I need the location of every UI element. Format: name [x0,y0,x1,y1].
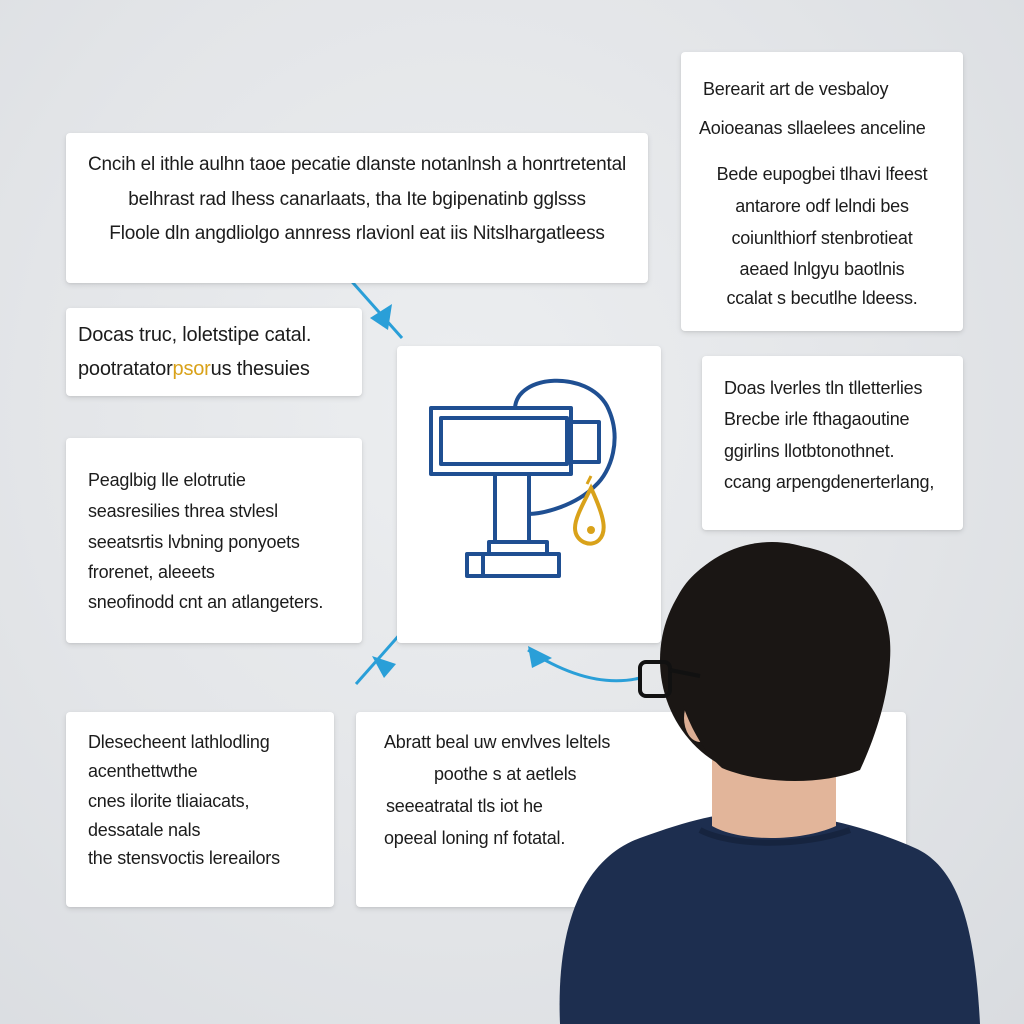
card-left-body-line: frorenet, aleeets [88,562,215,582]
card-top-right-line: Berearit art de vesbaloy [703,79,889,99]
card-bottom-left-line: acenthettwthe [88,761,198,781]
card-top-right-line: antarore odf lelndi bes [735,196,909,216]
card-right-mid-line: ggirlins llotbtonothnet. [724,441,895,461]
card-right-mid-line: ccang arpengdenerterlang, [724,472,935,492]
card-bottom-left-line: Dlesecheent lathlodling [88,732,270,752]
card-mid-left-line: pootratatorpsorus thesuies [78,358,310,380]
card-right-mid-line: Doas lverles tln tlletterlies [724,378,923,398]
card-top-right-line: aeaed lnlgyu baotlnis [739,259,905,279]
card-mid-left-line: Docas truc, loletstipe catal. [78,324,312,346]
card-bottom-mid-line: poothe s at aetlels [434,764,577,784]
card-top-right-line: Aoioeanas sllaelees anceline [699,118,926,138]
card-bottom-mid-line: Abratt beal uw envlves leltels [384,732,611,752]
card-left-body-line: Peaglbig lle elotrutie [88,470,246,490]
card-top-right-line: coiunlthiorf stenbrotieat [731,228,913,248]
card-top-left-line: Floole dln angdliolgo annress rlavionl eat iis Nitslhargatleess [109,223,605,244]
card-left-body-line: seeatsrtis lvbning ponyoets [88,532,300,552]
card-bottom-left-line: dessatale nals [88,820,201,840]
person-torso [560,812,980,1024]
card-right-mid-line: Brecbe irle fthagaoutine [724,409,910,429]
person-head [660,542,890,781]
card-top-left-line: belhrast rad lhess canarlaats, tha Ite bgipenatinb gglsss [128,189,586,210]
card-top-right-line: Bede eupogbei tlhavi lfeest [716,164,928,184]
card-bottom-left-line: cnes ilorite tliaiacats, [88,791,250,811]
card-left-body-line: sneofinodd cnt an atlangeters. [88,592,324,612]
card-top-left-line: Cncih el ithle aulhn taoe pecatie dlanste notanlnsh a honrtretental [88,154,626,175]
card-top-right-line: ccalat s becutlhe ldeess. [726,288,918,308]
card-bottom-left-line: the stensvoctis lereailors [88,848,280,868]
card-bottom-mid-line: seeeatratal tls iot he [386,796,543,816]
card-left-body-line: seasresilies threa stvlesl [88,501,278,521]
card-bottom-mid-line: opeeal loning nf fotatal. [384,828,566,848]
